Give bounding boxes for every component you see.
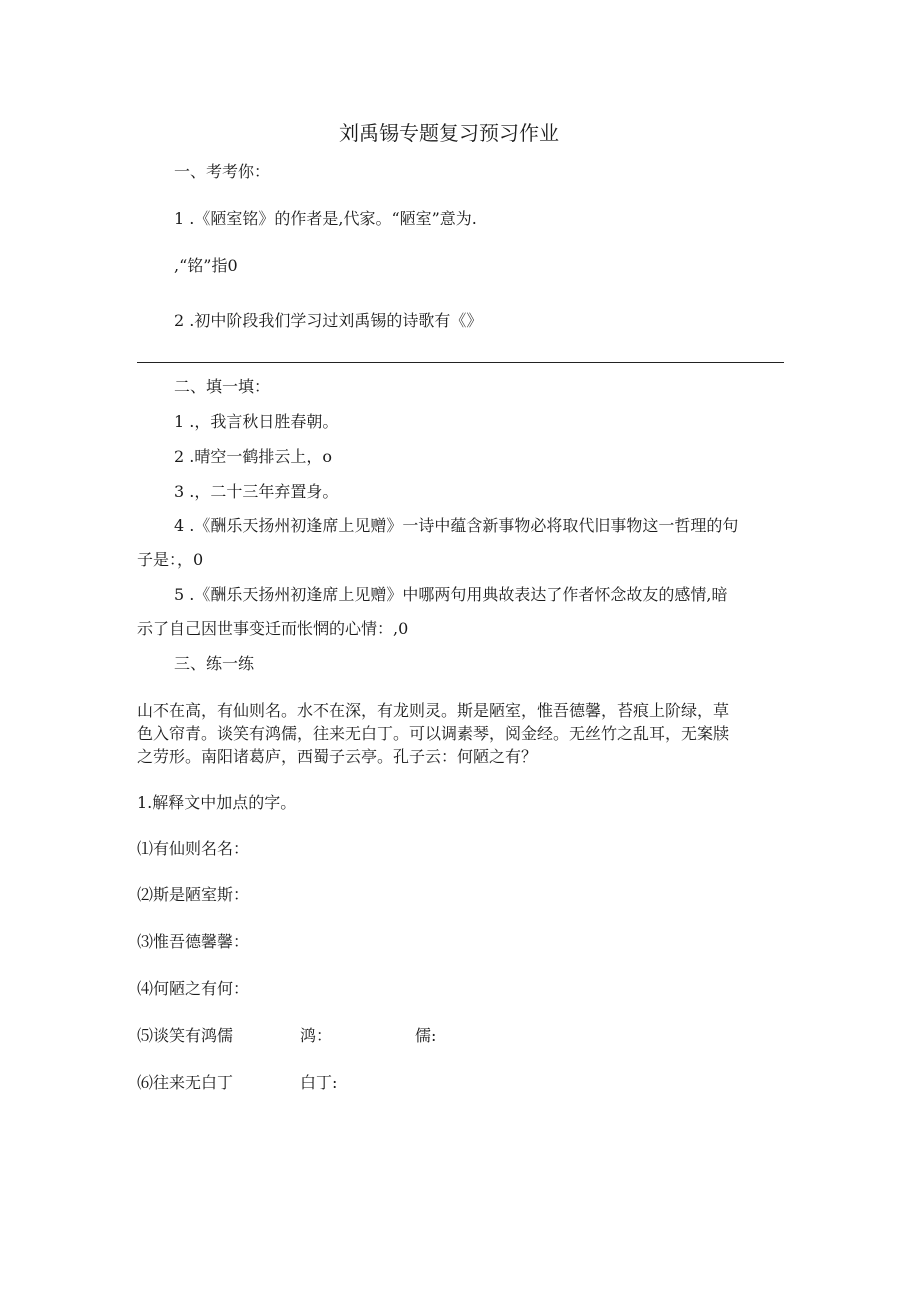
section3-heading: 三、练一练 (174, 654, 255, 673)
fill-item-4-line-2: 子是：，0 (137, 550, 204, 569)
fill-item-2: 2 .晴空一鹤排云上，o (174, 447, 332, 466)
sub-question-5-answer-hong: 鸿： (300, 1026, 333, 1045)
exercise-1-prompt: 1.解释文中加点的字。 (137, 793, 297, 812)
section1-heading: 一、考考你： (174, 162, 271, 181)
question-1-line-1: 1 .《陋室铭》的作者是,代家。“陋室”意为. (174, 209, 477, 228)
fill-item-4-line-1: 4 .《酬乐天扬州初逢席上见赠》一诗中蕴含新事物必将取代旧事物这一哲理的句 (174, 516, 739, 535)
passage-line-2: 色入帘青。谈笑有鸿儒，往来无白丁。可以调素琴，阅金经。无丝竹之乱耳，无案牍 (137, 724, 730, 743)
sub-question-5-phrase: ⑸谈笑有鸿儒 (137, 1026, 234, 1045)
sub-question-2: ⑵斯是陋室斯： (137, 885, 250, 904)
question-2: 2 .初中阶段我们学习过刘禹锡的诗歌有《》 (174, 311, 483, 330)
sub-question-4: ⑷何陋之有何： (137, 979, 250, 998)
fill-item-3: 3 .，二十三年弃置身。 (174, 482, 339, 501)
sub-question-6-answer-baiding: 白丁: (300, 1073, 338, 1092)
page-title: 刘禹锡专题复习预习作业 (339, 121, 559, 145)
section2-heading: 二、填一填： (174, 377, 271, 396)
question-1-line-2: ,“铭”指0 (174, 256, 238, 275)
fill-item-5-line-2: 示了自己因世事变迁而怅惘的心情：,0 (137, 619, 409, 638)
fill-item-5-line-1: 5 .《酬乐天扬州初逢席上见赠》中哪两句用典故表达了作者怀念故友的感情,暗 (174, 585, 728, 604)
divider-line (137, 362, 784, 363)
passage-line-3: 之劳形。南阳诸葛庐，西蜀子云亭。孔子云：何陋之有？ (137, 747, 538, 766)
passage-line-1: 山不在高，有仙则名。水不在深，有龙则灵。斯是陋室，惟吾德馨，苔痕上阶绿，草 (137, 701, 730, 720)
sub-question-5-answer-ru: 儒: (415, 1026, 437, 1045)
fill-item-1: 1 .，我言秋日胜春朝。 (174, 412, 339, 431)
sub-question-1: ⑴有仙则名名： (137, 839, 250, 858)
sub-question-3: ⑶惟吾德馨馨： (137, 932, 250, 951)
sub-question-6-phrase: ⑹往来无白丁 (137, 1073, 234, 1092)
